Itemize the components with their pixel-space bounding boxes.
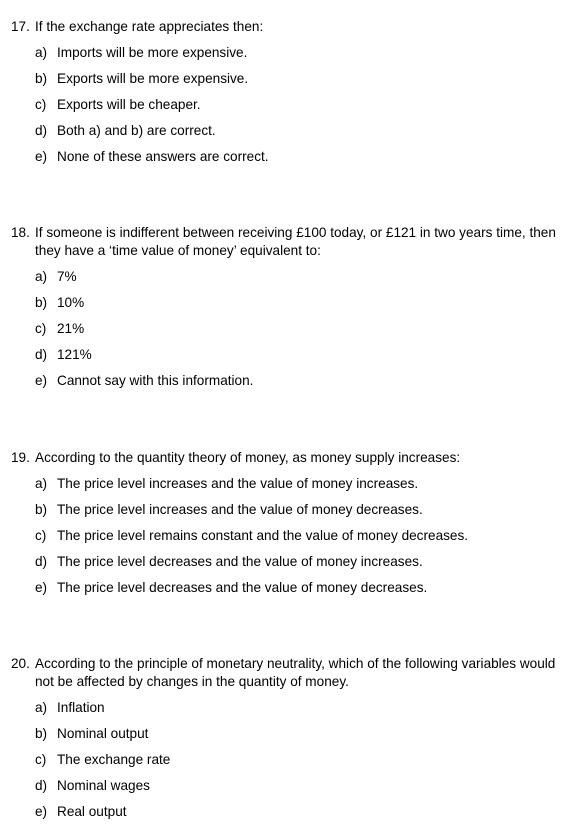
option-text: The price level decreases and the value of money decreases. xyxy=(57,580,428,595)
answer-option-d xyxy=(11,346,563,372)
option-letter: e) xyxy=(35,373,48,388)
option-text: Exports will be more expensive. xyxy=(57,71,249,86)
option-letter: c) xyxy=(35,752,47,767)
answer-option-e xyxy=(11,579,563,605)
option-letter: a) xyxy=(35,476,48,491)
option-text: The price level increases and the value of money decreases. xyxy=(57,502,423,517)
answer-option-b xyxy=(11,70,563,96)
option-text: The exchange rate xyxy=(57,752,171,767)
option-text: 10% xyxy=(57,295,85,310)
answer-option-d xyxy=(11,122,563,148)
option-text: 21% xyxy=(57,321,85,336)
option-text: Imports will be more expensive. xyxy=(57,45,248,60)
answer-option-e xyxy=(11,372,563,398)
option-text: Real output xyxy=(57,804,127,819)
question-number: 20. xyxy=(11,656,30,671)
question-stem xyxy=(11,449,563,467)
option-letter: c) xyxy=(35,321,47,336)
question-text: According to the quantity theory of money, as money supply increases: xyxy=(35,450,461,465)
answer-option-c xyxy=(11,527,563,553)
question-19 xyxy=(11,449,563,605)
option-letter: e) xyxy=(35,149,48,164)
option-text: Inflation xyxy=(57,700,105,715)
question-number: 19. xyxy=(11,450,30,465)
option-text: None of these answers are correct. xyxy=(57,149,269,164)
option-letter: d) xyxy=(35,347,48,362)
answer-option-a xyxy=(11,44,563,70)
answer-option-c xyxy=(11,751,563,777)
question-20 xyxy=(11,655,563,829)
answer-option-b xyxy=(11,725,563,751)
option-text: Nominal wages xyxy=(57,778,150,793)
answer-options xyxy=(11,44,563,174)
question-text: If someone is indifferent between receiving £100 today, or £121 in two years time, then they have a ‘time value of money’ equivalent to: xyxy=(35,225,556,258)
option-letter: b) xyxy=(35,502,48,517)
question-stem xyxy=(11,655,563,691)
option-letter: c) xyxy=(35,528,47,543)
question-text: If the exchange rate appreciates then: xyxy=(35,19,264,34)
option-letter: a) xyxy=(35,45,48,60)
answer-option-a xyxy=(11,268,563,294)
option-text: The price level remains constant and the value of money decreases. xyxy=(57,528,469,543)
option-letter: d) xyxy=(35,554,48,569)
question-text: According to the principle of monetary neutrality, which of the following variables would not be affected by changes in the quantity of money. xyxy=(35,656,556,689)
answer-option-d xyxy=(11,777,563,803)
option-letter: b) xyxy=(35,71,48,86)
question-stem xyxy=(11,18,563,36)
answer-option-a xyxy=(11,699,563,725)
option-text: Cannot say with this information. xyxy=(57,373,254,388)
answer-option-e xyxy=(11,803,563,829)
option-text: Nominal output xyxy=(57,726,149,741)
question-stem xyxy=(11,224,563,260)
option-text: Both a) and b) are correct. xyxy=(57,123,216,138)
option-letter: c) xyxy=(35,97,47,112)
option-letter: a) xyxy=(35,269,48,284)
question-number: 18. xyxy=(11,225,30,240)
answer-option-b xyxy=(11,501,563,527)
option-text: Exports will be cheaper. xyxy=(57,97,201,112)
answer-option-d xyxy=(11,553,563,579)
answer-option-b xyxy=(11,294,563,320)
answer-options xyxy=(11,699,563,829)
question-17 xyxy=(11,18,563,174)
option-letter: e) xyxy=(35,580,48,595)
option-text: 7% xyxy=(57,269,77,284)
option-letter: d) xyxy=(35,778,48,793)
option-text: The price level decreases and the value of money increases. xyxy=(57,554,423,569)
question-number: 17. xyxy=(11,19,30,34)
answer-option-e xyxy=(11,148,563,174)
answer-option-a xyxy=(11,475,563,501)
option-letter: b) xyxy=(35,295,48,310)
answer-options xyxy=(11,268,563,398)
answer-option-c xyxy=(11,320,563,346)
option-letter: b) xyxy=(35,726,48,741)
option-letter: a) xyxy=(35,700,48,715)
option-letter: e) xyxy=(35,804,48,819)
answer-option-c xyxy=(11,96,563,122)
option-text: The price level increases and the value of money increases. xyxy=(57,476,419,491)
question-18 xyxy=(11,224,563,398)
answer-options xyxy=(11,475,563,605)
option-text: 121% xyxy=(57,347,92,362)
option-letter: d) xyxy=(35,123,48,138)
